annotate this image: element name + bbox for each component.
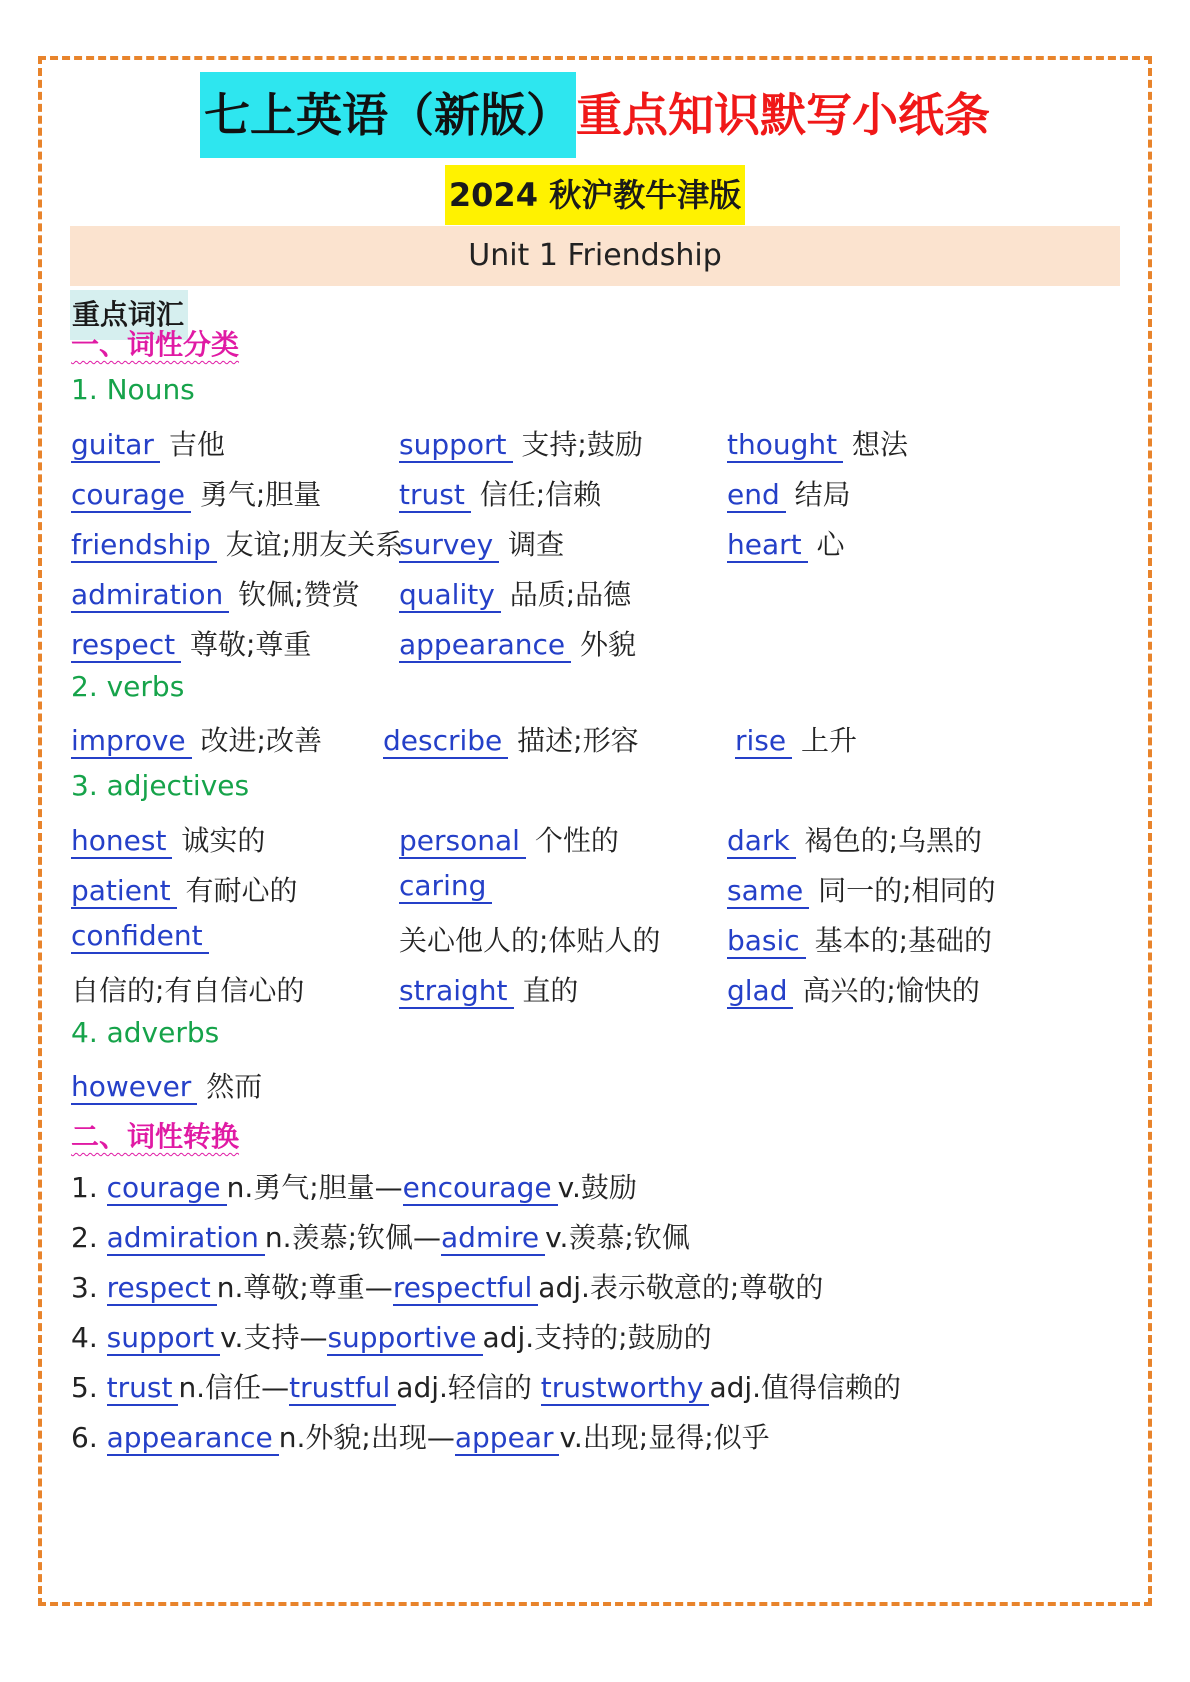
vocab-entry xyxy=(399,869,492,902)
vocab-meaning: 外貌 xyxy=(571,628,637,661)
vocab-meaning: 尊敬;尊重 xyxy=(181,628,312,661)
vocab-meaning: 想法 xyxy=(843,428,909,461)
conversion-item xyxy=(71,1416,770,1456)
conversion-text: n.尊敬;尊重— xyxy=(216,1271,393,1304)
conversion-text: 5. xyxy=(71,1371,107,1404)
vocab-word: supportive xyxy=(327,1321,482,1356)
vocab-meaning: 然而 xyxy=(197,1070,263,1103)
part2-title: 二、词性转换 xyxy=(71,1120,240,1153)
vocab-meaning: 支持;鼓励 xyxy=(512,428,643,461)
vocab-word: support xyxy=(399,428,513,463)
vocab-word: basic xyxy=(727,924,806,959)
vocab-meaning: 基本的;基础的 xyxy=(805,924,993,957)
vocab-entry xyxy=(399,573,631,613)
conversion-text: n.信任— xyxy=(178,1371,290,1404)
vocab-meaning: 调查 xyxy=(499,528,565,561)
vocab-word: respectful xyxy=(393,1271,538,1306)
vocab-word: end xyxy=(727,478,786,513)
conversion-item xyxy=(71,1216,690,1256)
vocab-meaning: 褐色的;乌黑的 xyxy=(795,824,983,857)
vocab-entry xyxy=(71,919,209,952)
vocab-word: courage xyxy=(107,1171,227,1206)
vocab-meaning: 心 xyxy=(807,528,845,561)
vocab-word: rise xyxy=(735,724,792,759)
vocab-meaning: 个性的 xyxy=(525,824,619,857)
vocab-row xyxy=(71,869,1131,913)
conversion-text: adj.支持的;鼓励的 xyxy=(482,1321,712,1354)
vocab-meaning: 关心他人的;体贴人的 xyxy=(399,924,661,957)
vocab-entry xyxy=(71,523,403,563)
conversion-text: adj.表示敬意的;尊敬的 xyxy=(538,1271,824,1304)
conversion-text: 3. xyxy=(71,1271,107,1304)
vocab-entry xyxy=(727,869,996,909)
vocab-row xyxy=(71,819,1131,863)
vocab-word: patient xyxy=(71,874,177,909)
conversion-text: 1. xyxy=(71,1171,107,1204)
vocab-entry xyxy=(727,523,845,563)
part1-title: 一、词性分类 xyxy=(71,328,240,361)
vocab-entry xyxy=(399,473,601,513)
conversion-text: n.羡慕;钦佩— xyxy=(264,1221,442,1254)
vocab-word: confident xyxy=(71,919,209,954)
vocab-word: courage xyxy=(71,478,191,513)
vocab-word: encourage xyxy=(403,1171,558,1206)
vocab-entry xyxy=(727,969,980,1009)
vocab-meaning: 勇气;胆量 xyxy=(190,478,322,511)
vocab-word: heart xyxy=(727,528,808,563)
conversion-text: 2. xyxy=(71,1221,107,1254)
subtitle xyxy=(0,165,1190,225)
conversion-item xyxy=(71,1316,712,1356)
vocab-row xyxy=(71,969,1131,1013)
vocab-entry xyxy=(727,473,851,513)
vocab-row xyxy=(71,473,1131,517)
vocab-word: honest xyxy=(71,824,172,859)
vocab-word: appearance xyxy=(399,628,571,663)
section-heading: 重点词汇 xyxy=(70,290,188,340)
vocab-word: trustworthy xyxy=(541,1371,710,1406)
vocab-row xyxy=(71,423,1131,467)
vocab-word: guitar xyxy=(71,428,160,463)
conversion-item xyxy=(71,1366,901,1406)
vocab-meaning: 同一的;相同的 xyxy=(809,874,996,907)
conversion-item xyxy=(71,1266,823,1306)
conversion-text: v.鼓励 xyxy=(557,1171,637,1204)
vocab-entry xyxy=(727,819,982,859)
title-red-part: 重点知识默写小纸条 xyxy=(576,88,990,142)
vocab-word: respect xyxy=(107,1271,217,1306)
vocab-word: caring xyxy=(399,869,492,904)
vocab-word: survey xyxy=(399,528,499,563)
vocab-entry xyxy=(399,423,643,463)
vocab-entry xyxy=(71,969,304,1009)
conversion-text: adj.值得信赖的 xyxy=(709,1371,902,1404)
adverbs-heading: 4. adverbs xyxy=(71,1016,220,1049)
vocab-word: trust xyxy=(107,1371,179,1406)
vocab-entry xyxy=(71,819,265,859)
vocab-word: however xyxy=(71,1070,197,1105)
nouns-heading: 1. Nouns xyxy=(71,373,195,406)
vocab-entry xyxy=(399,523,564,563)
vocab-entry xyxy=(735,719,857,759)
conversion-text: n.外貌;出现— xyxy=(278,1421,455,1454)
conversion-text: v.出现;显得;似乎 xyxy=(559,1421,770,1454)
vocab-meaning: 直的 xyxy=(513,974,579,1007)
vocab-word: thought xyxy=(727,428,843,463)
conversion-text: v.支持— xyxy=(220,1321,328,1354)
vocab-meaning: 友谊;朋友关系 xyxy=(216,528,404,561)
vocab-meaning: 钦佩;赞赏 xyxy=(229,578,360,611)
vocab-word: trustful xyxy=(289,1371,396,1406)
vocab-meaning: 高兴的;愉快的 xyxy=(793,974,980,1007)
vocab-word: straight xyxy=(399,974,514,1009)
vocab-entry xyxy=(71,423,225,463)
vocab-word: admire xyxy=(441,1221,545,1256)
vocab-entry xyxy=(727,423,908,463)
vocab-entry xyxy=(71,623,311,663)
conversion-text: adj.轻信的 xyxy=(396,1371,541,1404)
vocab-word: appearance xyxy=(107,1421,279,1456)
vocab-word: describe xyxy=(383,724,508,759)
vocab-meaning: 有耐心的 xyxy=(176,874,298,907)
page-title xyxy=(0,72,1190,158)
subtitle-text: 2024 秋沪教牛津版 xyxy=(445,165,745,225)
vocab-word: support xyxy=(107,1321,221,1356)
vocab-word: appear xyxy=(455,1421,560,1456)
vocab-meaning: 自信的;有自信心的 xyxy=(71,974,305,1007)
vocab-meaning: 诚实的 xyxy=(172,824,266,857)
vocab-meaning: 品质;品德 xyxy=(500,578,632,611)
vocab-row xyxy=(71,1065,1131,1109)
conversion-text: v.羡慕;钦佩 xyxy=(545,1221,690,1254)
conversion-text: 4. xyxy=(71,1321,107,1354)
vocab-entry xyxy=(383,719,639,759)
vocab-word: friendship xyxy=(71,528,217,563)
conversion-text: 6. xyxy=(71,1421,107,1454)
vocab-entry xyxy=(399,919,660,959)
vocab-meaning: 结局 xyxy=(785,478,851,511)
vocab-word: respect xyxy=(71,628,181,663)
vocab-meaning: 改进;改善 xyxy=(191,724,322,757)
vocab-row xyxy=(71,919,1131,963)
vocab-entry xyxy=(71,719,322,759)
vocab-entry xyxy=(71,573,360,613)
unit-heading: Unit 1 Friendship xyxy=(70,226,1120,286)
vocab-word: trust xyxy=(399,478,471,513)
vocab-entry xyxy=(71,473,321,513)
conversion-item xyxy=(71,1166,637,1206)
vocab-row xyxy=(71,623,1131,667)
adjectives-heading: 3. adjectives xyxy=(71,769,250,802)
vocab-entry xyxy=(71,869,298,909)
vocab-word: quality xyxy=(399,578,501,613)
vocab-word: glad xyxy=(727,974,793,1009)
vocab-entry xyxy=(71,1065,262,1105)
conversion-text: n.勇气;胆量— xyxy=(226,1171,403,1204)
vocab-entry xyxy=(727,919,992,959)
vocab-entry xyxy=(399,969,578,1009)
vocab-word: personal xyxy=(399,824,526,859)
vocab-word: admiration xyxy=(71,578,229,613)
vocab-row xyxy=(71,719,1131,763)
vocab-meaning: 上升 xyxy=(792,724,858,757)
vocab-row xyxy=(71,573,1131,617)
vocab-meaning: 信任;信赖 xyxy=(470,478,602,511)
vocab-meaning: 描述;形容 xyxy=(508,724,639,757)
vocab-entry xyxy=(399,623,636,663)
vocab-entry xyxy=(399,819,619,859)
vocab-word: admiration xyxy=(107,1221,265,1256)
vocab-word: improve xyxy=(71,724,192,759)
vocab-row xyxy=(71,523,1131,567)
verbs-heading: 2. verbs xyxy=(71,670,185,703)
vocab-word: dark xyxy=(727,824,796,859)
vocab-meaning: 吉他 xyxy=(159,428,225,461)
title-highlight-part: 七上英语（新版） xyxy=(200,72,576,158)
vocab-word: same xyxy=(727,874,809,909)
